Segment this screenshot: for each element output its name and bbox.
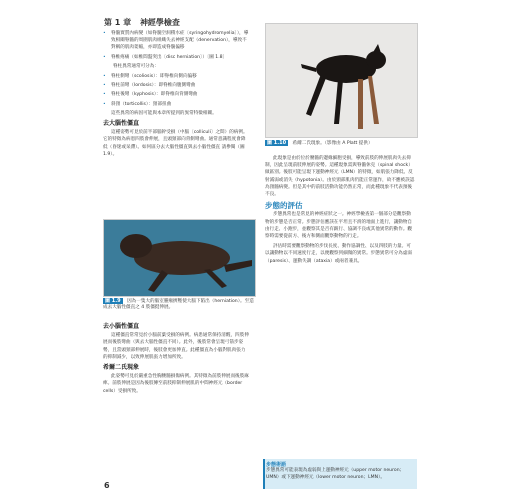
figure-tag: 圖 1.9 (105, 298, 121, 304)
list-intro: 脊柱異常通常可分為： (113, 63, 159, 69)
chapter-title: 神經學檢查 (139, 18, 180, 27)
bullet-item: • 脊柱側彎（scoliosis）：即脊椎向側向偏移 (103, 73, 249, 80)
bullet-item: • 脊髓實質內病變（如脊髓空洞積水症〔syringohydromyelia〕），導致相關脊髓的周圍肌肉組織失去神經支配（denervation），導致不對稱的肌肉萎縮，亦即造成脊髓偏移 (103, 30, 249, 52)
info-box-text: 步態異常可能表現為虛弱與上運動神經元（upper motor neuron；UMN）或下運動神經元（lower motor neuron；LMN）。 (266, 468, 405, 480)
paragraph: 這種姿勢可見於前半部腦幹受損（中腦〔colliculi〕之間）的病例。它的特徵為病患四肢會伸展，且頭頸部向背側彎曲。通常意識程度會降低（昏迷或呆滯）。如何區分去大腦性僵直與去小腦性僵直 請參閱（圖 1.9）。 (103, 130, 248, 157)
page-number: 6 (104, 481, 110, 490)
paragraph: 此姿勢可見於嚴重急性胸腰髓損傷病例。其特徵為前肢伸展而後肢麻痺。前肢伸展是因為後肢傳至前肢抑制伸展肌的中間神經元（border cells）受損所致。 (103, 374, 249, 394)
section-heading: 去大腦性僵直 (103, 120, 140, 128)
bullet-item: • 脊柱後彎（kyphosis）：即脊椎向背側彎曲 (103, 91, 249, 98)
paragraph: 步態異常也是常見的神經症狀之一。神經學檢查第一個部分是觀察動物的步態是否正常。步態評估應該在平坦且不滑的地面上進行，讓動物自由行走、小跑步，並觀察其是否有跛行、協調不良或其他異常的動作。觀察時需要從前方、後方和側面觀察動物的行走。 (265, 212, 413, 240)
page-header (104, 17, 186, 28)
right-column (265, 155, 415, 268)
bullet-item: • 脊椎疼痛（如椎間盤突出〔disc herniation〕）〔圖 1.8〕 (103, 54, 249, 61)
figure-image (103, 219, 256, 297)
left-column (103, 30, 249, 161)
bullet-item: • 脊柱前彎（lordosis）：即脊椎向腹側彎曲 (103, 82, 249, 89)
figure-caption-text: 希爾二氏現象。（影像由 A Platt 提供） (292, 141, 373, 146)
figure-caption-text: 因為一隻大的腦室腫瘤擠壓使大腦下陷出（herniation）。至造成去大腦性僵直之 4 肢僵挺伸展。 (103, 299, 254, 310)
dog-standing-illustration (266, 24, 417, 137)
info-box-title: 步態術語 (266, 462, 287, 468)
figure-tag: 圖 1.10 (267, 140, 287, 146)
section-heading: 去小腦性僵直 (103, 323, 140, 330)
dog-lying-illustration (104, 220, 255, 296)
section-heading: 步態的評估 (265, 201, 303, 211)
figure-image (265, 23, 418, 138)
section-heading: 希爾二氏現象 (103, 364, 140, 372)
bullet-item: • 斜頸（torticollis）：頸部扭曲 (103, 101, 249, 108)
figure-caption (103, 298, 254, 311)
paragraph: 這些異常的病因可能與本章所提到的異常特徵相關。 (111, 110, 217, 116)
chapter-label: 第 1 章 (104, 18, 132, 27)
paragraph: 評估時需要觀察動物的步伐長度、動作協調性、以及四肢的力量。可以讓動物以不同速度行走，以便觀察到細微的異常。步態異常可分為虛弱（paresis）、運動失調（ataxia）或兩者兼具。 (265, 244, 413, 264)
paragraph: 這種僵直常常見於小腦前葉受損的病例。病患通常保持清醒，四肢伸展而後肢彎曲（與去大腦性僵直不同）。此外，後肢常會呈現弓箭步姿勢，且當頭頸部伸展時，後肢會更加伸直。此種僵直為小腦對肌肉張力的抑制減少，以致伸展肌張力增加所致。 (103, 333, 249, 360)
left-column-lower (103, 320, 249, 398)
paragraph: 此現象是由於位於腰髓的邊緣細胞受損，導致前肢的伸展肌肉失去抑制，因此呈現前肢伸展的姿勢。這種現象需與脊髓休克（spinal shock）做區別。後肢可能呈現下運動神經元（LMN）的特徵，如肌張力降低、反射減弱或消失（hypotonia）。由於頸部肌肉仍能正常運作，故不應被誤認為頸髓病變。但是其中的前肢活動功能仍然正常，而此種現象不代表預後不良。 (265, 156, 415, 198)
figure-caption (265, 140, 416, 147)
